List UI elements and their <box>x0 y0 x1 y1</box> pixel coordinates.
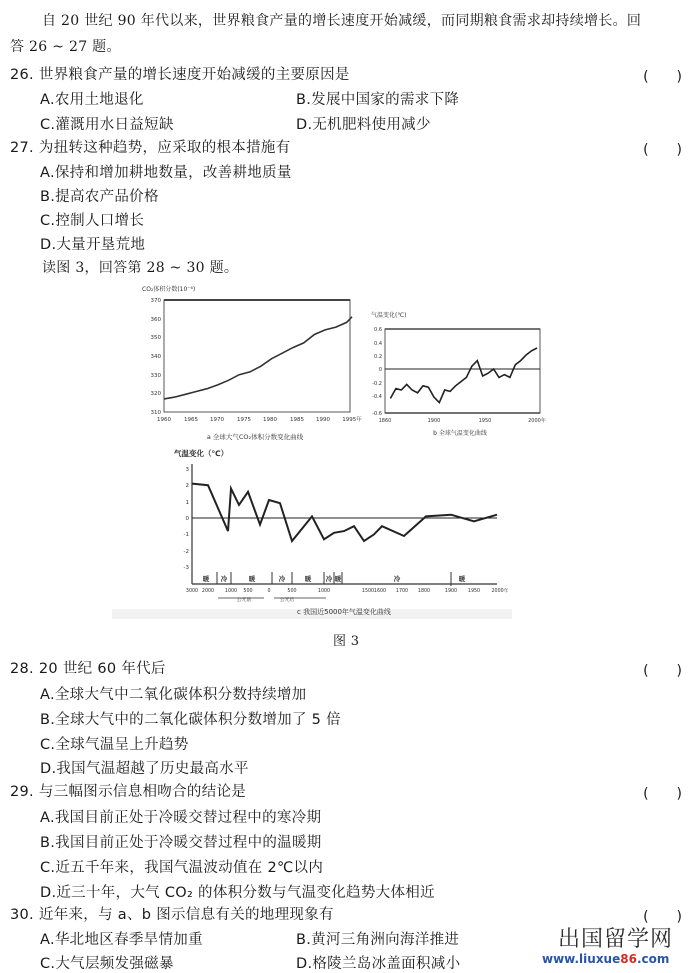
svg-text:340: 340 <box>150 354 161 360</box>
svg-text:500: 500 <box>287 589 297 594</box>
chart-b-global-temp <box>365 305 555 440</box>
svg-text:330: 330 <box>150 373 161 379</box>
svg-text:1990: 1990 <box>316 417 330 423</box>
svg-text:1700: 1700 <box>395 589 409 594</box>
chart-b-ylabel: 气温变化(℃) <box>371 312 407 319</box>
svg-text:1900: 1900 <box>444 589 458 594</box>
answer-blank[interactable]: ( ) <box>643 663 682 679</box>
svg-text:公元前: 公元前 <box>236 598 252 603</box>
svg-text:1970: 1970 <box>210 417 224 423</box>
question-stem: 为扭转这种趋势，应采取的根本措施有 <box>38 140 291 156</box>
question-number: 28. <box>10 661 34 677</box>
svg-text:暖: 暖 <box>248 575 256 583</box>
svg-text:暖: 暖 <box>458 575 466 583</box>
option-d[interactable]: D.格陵兰岛冰盖面积减小 <box>296 956 461 972</box>
svg-text:1: 1 <box>185 500 189 506</box>
option-d[interactable]: D.我国气温超越了历史最高水平 <box>40 761 249 777</box>
svg-text:冷: 冷 <box>393 575 401 583</box>
option-c[interactable]: C.大气层频发强磁暴 <box>40 956 174 972</box>
option-a[interactable]: A.农用土地退化 <box>40 92 144 108</box>
svg-text:暖: 暖 <box>334 575 342 583</box>
question-stem: 与三幅图示信息相吻合的结论是 <box>38 784 247 800</box>
svg-text:1950: 1950 <box>467 589 481 594</box>
option-d[interactable]: D.近三十年，大气 CO₂ 的体积分数与气温变化趋势大体相近 <box>40 885 435 901</box>
svg-text:-3: -3 <box>183 565 189 571</box>
option-a[interactable]: A.保持和增加耕地数量，改善耕地质量 <box>40 165 292 181</box>
chart-c-ylabel: 气温变化（℃） <box>174 449 229 458</box>
svg-text:1950: 1950 <box>478 418 492 424</box>
svg-text:0: 0 <box>185 516 189 522</box>
chart-b-caption: b 全球气温变化曲线 <box>433 430 487 437</box>
svg-text:-0.4: -0.4 <box>372 394 382 400</box>
svg-text:1500: 1500 <box>361 589 375 594</box>
svg-text:-0.6: -0.6 <box>372 411 382 417</box>
question-number: 30. <box>10 907 34 923</box>
chart-a-co2 <box>140 284 370 444</box>
question-stem: 20 世纪 60 年代后 <box>38 661 166 677</box>
svg-text:1985: 1985 <box>290 417 304 423</box>
svg-text:500: 500 <box>243 589 253 594</box>
option-c[interactable]: C.全球气温呈上升趋势 <box>40 737 189 753</box>
svg-text:2000年: 2000年 <box>491 589 509 594</box>
chart-c-china-5000yr <box>112 444 512 619</box>
option-c[interactable]: C.近五千年来，我国气温波动值在 2℃以内 <box>40 860 324 876</box>
figure-caption: 图 3 <box>333 634 360 649</box>
svg-text:冷: 冷 <box>325 575 333 583</box>
chart-a-ylabel: CO₂体积分数(10⁻⁶) <box>142 286 196 293</box>
svg-text:370: 370 <box>150 298 161 304</box>
svg-text:360: 360 <box>150 317 161 323</box>
svg-text:1965: 1965 <box>184 417 198 423</box>
watermark-site-name: 出国留学网 <box>558 927 674 952</box>
svg-text:0.2: 0.2 <box>374 354 382 360</box>
svg-text:1800: 1800 <box>417 589 431 594</box>
option-b[interactable]: B.发展中国家的需求下降 <box>296 92 460 108</box>
svg-text:2: 2 <box>185 483 189 489</box>
watermark-logo[interactable] <box>542 927 674 966</box>
svg-text:-2: -2 <box>183 549 189 555</box>
watermark-url[interactable]: www.liuxue86.com <box>542 952 670 966</box>
chart-c-caption: c 我国近5000年气温变化曲线 <box>297 608 391 616</box>
answer-blank[interactable]: ( ) <box>643 142 682 158</box>
svg-text:-0.2: -0.2 <box>372 381 382 387</box>
svg-text:公元后: 公元后 <box>279 598 295 603</box>
svg-text:1960: 1960 <box>157 417 171 423</box>
question-number: 29. <box>10 784 34 800</box>
svg-text:0: 0 <box>267 589 271 594</box>
svg-text:2000年: 2000年 <box>528 418 546 424</box>
svg-text:350: 350 <box>150 335 161 341</box>
question-stem: 世界粮食产量的增长速度开始减缓的主要原因是 <box>38 67 350 83</box>
svg-text:冷: 冷 <box>278 575 286 583</box>
svg-text:-1: -1 <box>183 532 189 538</box>
svg-text:0: 0 <box>378 367 382 373</box>
svg-text:暖: 暖 <box>304 575 312 583</box>
svg-text:1975: 1975 <box>237 417 251 423</box>
option-a[interactable]: A.我国目前正处于冷暖交替过程中的寒冷期 <box>40 810 322 826</box>
svg-text:1600: 1600 <box>373 589 387 594</box>
option-d[interactable]: D.大量开垦荒地 <box>40 237 146 253</box>
svg-text:1000: 1000 <box>224 589 238 594</box>
svg-text:1980: 1980 <box>263 417 277 423</box>
option-a[interactable]: A.全球大气中二氧化碳体积分数持续增加 <box>40 687 307 703</box>
svg-text:冷: 冷 <box>220 575 228 583</box>
question-number: 26. <box>10 67 34 83</box>
intro-text-line2: 答 26 ~ 27 题。 <box>10 39 121 55</box>
answer-blank[interactable]: ( ) <box>643 909 682 925</box>
option-b[interactable]: B.我国目前正处于冷暖交替过程中的温暖期 <box>40 835 322 851</box>
svg-text:3000: 3000 <box>185 589 199 594</box>
intro-text-line1: 自 20 世纪 90 年代以来，世界粮食产量的增长速度开始减缓，而同期粮食需求却持续增长。回 <box>42 13 642 29</box>
option-b[interactable]: B.黄河三角洲向海洋推进 <box>296 932 460 948</box>
svg-text:320: 320 <box>150 391 161 397</box>
option-b[interactable]: B.提高农产品价格 <box>40 189 159 205</box>
svg-text:310: 310 <box>150 410 161 416</box>
option-c[interactable]: C.控制人口增长 <box>40 213 145 229</box>
answer-blank[interactable]: ( ) <box>643 786 682 802</box>
figure-intro: 读图 3，回答第 28 ~ 30 题。 <box>42 260 239 276</box>
svg-text:3: 3 <box>185 467 189 473</box>
svg-text:2000: 2000 <box>201 589 215 594</box>
svg-text:1900: 1900 <box>427 418 441 424</box>
svg-text:0.4: 0.4 <box>374 341 382 347</box>
svg-text:1995年: 1995年 <box>342 417 362 423</box>
option-d[interactable]: D.无机肥料使用减少 <box>296 117 431 133</box>
option-a[interactable]: A.华北地区春季旱情加重 <box>40 932 203 948</box>
svg-text:1000: 1000 <box>317 589 331 594</box>
option-b[interactable]: B.全球大气中的二氧化碳体积分数增加了 5 倍 <box>40 712 341 728</box>
question-number: 27. <box>10 140 34 156</box>
answer-blank[interactable]: ( ) <box>643 69 682 85</box>
question-stem: 近年来，与 a、b 图示信息有关的地理现象有 <box>38 907 334 923</box>
option-c[interactable]: C.灌溉用水日益短缺 <box>40 117 174 133</box>
chart-a-caption: a 全球大气CO₂体积分数变化曲线 <box>206 433 304 441</box>
svg-text:暖: 暖 <box>202 575 210 583</box>
svg-text:1860: 1860 <box>378 418 392 424</box>
svg-text:0.6: 0.6 <box>374 327 382 333</box>
